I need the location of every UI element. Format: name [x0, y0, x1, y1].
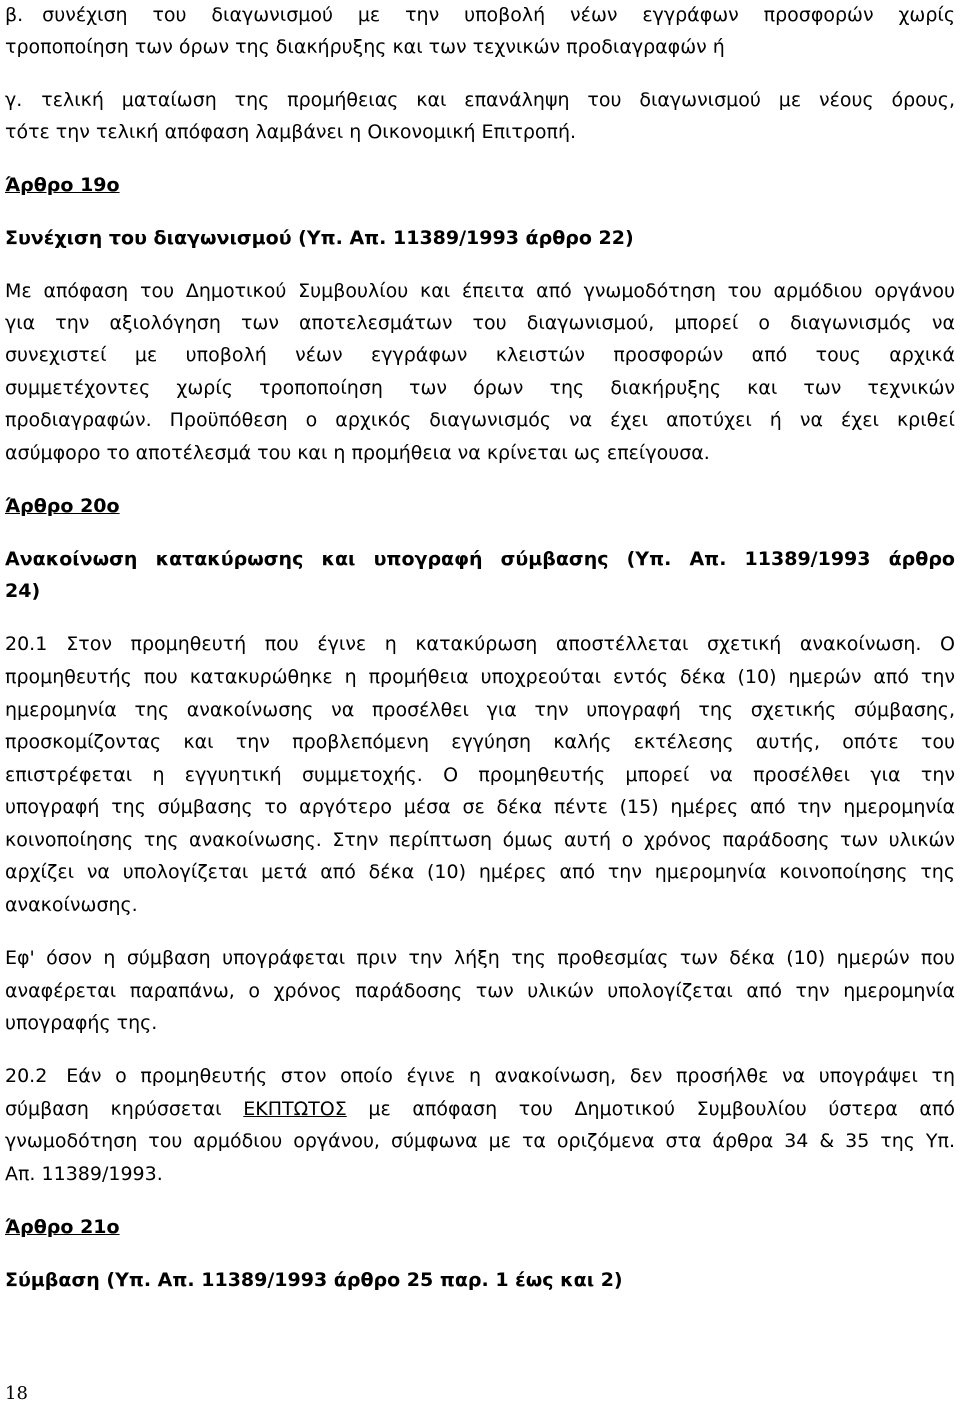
paragraph-20-2-line-4: Απ. 11389/1993.: [5, 1163, 163, 1185]
paragraph-20-2-text-after: με απόφαση του Δημοτικού Συμβουλίου ύστερα από: [346, 1098, 956, 1120]
paragraph-ef-oson-line-2: αναφέρεται παραπάνω, ο χρόνος παράδοσης των υλικών υπολογίζεται από την ημερομηνία: [5, 980, 955, 1002]
article-19-paragraph-line-5: προδιαγραφών. Προϋπόθεση ο αρχικός διαγωνισμός να έχει αποτύχει ή να έχει κριθεί: [5, 409, 955, 431]
ekptotos-underlined-term: ΕΚΠΤΩΤΟΣ: [243, 1098, 347, 1120]
list-item-c-line-1: γ. τελική ματαίωση της προμήθειας και επανάληψη του διαγωνισμού με νέους όρους,: [5, 89, 955, 111]
paragraph-20-2-text-before: σύμβαση κηρύσσεται: [5, 1098, 244, 1120]
paragraph-20-1-line-8: αρχίζει να υπολογίζεται μετά από δέκα (10) ημέρες από την ημερομηνία κοινοποίησης της: [5, 861, 955, 883]
article-20-heading: Άρθρο 20ο: [5, 495, 120, 517]
paragraph-20-1-line-9: ανακοίνωσης.: [5, 894, 138, 916]
article-20-title-line-2: 24): [5, 580, 41, 602]
paragraph-20-1-line-2: προμηθευτής που κατακυρώθηκε η προμήθεια υποχρεούται εντός δέκα (10) ημερών από την: [5, 666, 955, 688]
paragraph-20-1-line-3: ημερομηνία της ανακοίνωσης να προσέλθει για την υπογραφή της σχετικής σύμβασης,: [5, 699, 955, 721]
paragraph-20-2-line-3: γνωμοδότηση του αρμόδιου οργάνου, σύμφωνα με τα οριζόμενα στα άρθρα 34 & 35 της Υπ.: [5, 1130, 955, 1152]
paragraph-20-1-line-1: 20.1 Στον προμηθευτή που έγινε η κατακύρωση αποστέλλεται σχετική ανακοίνωση. Ο: [5, 633, 955, 655]
paragraph-20-1-line-6: υπογραφή της σύμβασης το αργότερο μέσα σε δέκα πέντε (15) ημέρες από την ημερομηνία: [5, 796, 955, 818]
list-item-c-line-2: τότε την τελική απόφαση λαμβάνει η Οικονομική Επιτροπή.: [5, 121, 577, 143]
article-19-heading: Άρθρο 19ο: [5, 174, 120, 196]
article-19-paragraph-line-2: για την αξιολόγηση των αποτελεσμάτων του διαγωνισμού, μπορεί ο διαγωνισμός να: [5, 312, 955, 334]
article-20-title-line-1: Ανακοίνωση κατακύρωσης και υπογραφή σύμβασης (Υπ. Απ. 11389/1993 άρθρο: [5, 548, 955, 570]
paragraph-ef-oson-line-1: Εφ' όσον η σύμβαση υπογράφεται πριν την λήξη της προθεσμίας των δέκα (10) ημερών που: [5, 947, 955, 969]
paragraph-20-1-line-4: προσκομίζοντας και την προβλεπόμενη εγγύηση καλής εκτέλεσης αυτής, οπότε του: [5, 731, 955, 753]
list-item-b-line-2: τροποποίηση των όρων της διακήρυξης και των τεχνικών προδιαγραφών ή: [5, 36, 725, 58]
article-19-paragraph-line-3: συνεχιστεί με υποβολή νέων εγγράφων κλειστών προσφορών από τους αρχικά: [5, 344, 955, 366]
paragraph-20-2-line-1: 20.2 Εάν ο προμηθευτής στον οποίο έγινε η ανακοίνωση, δεν προσήλθε να υπογράψει τη: [5, 1065, 955, 1087]
article-19-title: Συνέχιση του διαγωνισμού (Υπ. Απ. 11389/1993 άρθρο 22): [5, 227, 634, 249]
article-19-paragraph-line-1: Με απόφαση του Δημοτικού Συμβουλίου και έπειτα από γνωμοδότηση του αρμόδιου οργάνου: [5, 280, 955, 302]
list-item-b-line-1: β. συνέχιση του διαγωνισμού με την υποβολή νέων εγγράφων προσφορών χωρίς: [5, 4, 955, 26]
paragraph-20-1-line-5: επιστρέφεται η εγγυητική συμμετοχής. Ο προμηθευτής μπορεί να προσέλθει για την: [5, 764, 955, 786]
article-21-title: Σύμβαση (Υπ. Απ. 11389/1993 άρθρο 25 παρ. 1 έως και 2): [5, 1269, 623, 1291]
page-number: 18: [5, 1383, 28, 1404]
paragraph-ef-oson-line-3: υπογραφής της.: [5, 1012, 158, 1034]
article-21-heading: Άρθρο 21ο: [5, 1216, 120, 1238]
paragraph-20-2-line-2: [5, 1093, 955, 1125]
paragraph-20-1-line-7: κοινοποίησης της ανακοίνωσης. Στην περίπτωση όμως αυτή ο χρόνος παράδοσης των υλικών: [5, 829, 955, 851]
article-19-paragraph-line-6: ασύμφορο το αποτέλεσμά του και η προμήθεια να κρίνεται ως επείγουσα.: [5, 442, 710, 464]
article-19-paragraph-line-4: συμμετέχοντες χωρίς τροποποίηση των όρων της διακήρυξης και των τεχνικών: [5, 377, 955, 399]
